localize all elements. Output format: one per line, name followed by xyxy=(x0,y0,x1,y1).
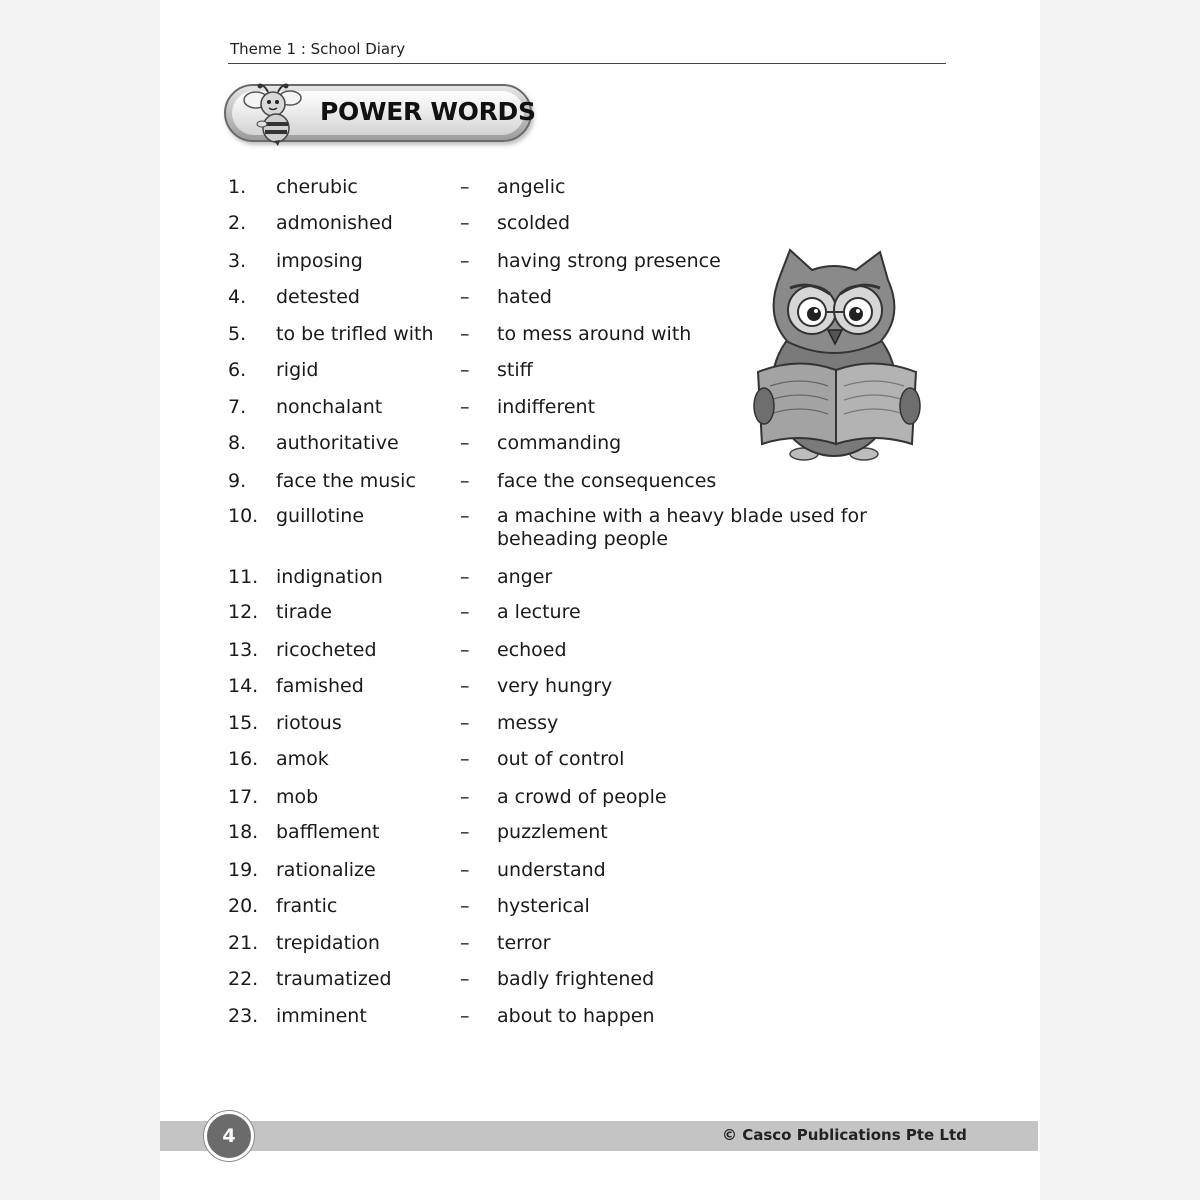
word-term: admonished xyxy=(276,212,393,234)
word-term: imminent xyxy=(276,1005,367,1027)
word-meaning: face the consequences xyxy=(497,470,717,492)
copyright-notice: © Casco Publications Pte Ltd xyxy=(722,1126,967,1144)
word-term: traumatized xyxy=(276,968,392,990)
word-meaning: a crowd of people xyxy=(497,786,667,808)
word-term: face the music xyxy=(276,470,416,492)
word-separator: – xyxy=(460,212,470,234)
word-number: 4. xyxy=(228,286,247,308)
word-term: indignation xyxy=(276,566,383,588)
word-meaning: understand xyxy=(497,859,606,881)
word-number: 14. xyxy=(228,675,259,697)
word-term: authoritative xyxy=(276,432,399,454)
word-term: trepidation xyxy=(276,932,380,954)
word-number: 16. xyxy=(228,748,259,770)
word-separator: – xyxy=(460,1005,470,1027)
word-number: 23. xyxy=(228,1005,259,1027)
word-meaning: stiff xyxy=(497,359,533,381)
word-meaning: a lecture xyxy=(497,601,581,623)
word-number: 3. xyxy=(228,250,247,272)
word-meaning: out of control xyxy=(497,748,625,770)
running-head: Theme 1 : School Diary xyxy=(230,40,406,58)
word-separator: – xyxy=(460,786,470,808)
word-number: 22. xyxy=(228,968,259,990)
word-term: tirade xyxy=(276,601,332,623)
word-meaning: having strong presence xyxy=(497,250,721,272)
word-term: detested xyxy=(276,286,360,308)
word-separator: – xyxy=(460,968,470,990)
word-term: rationalize xyxy=(276,859,376,881)
word-separator: – xyxy=(460,323,470,345)
word-number: 9. xyxy=(228,470,247,492)
word-separator: – xyxy=(460,176,470,198)
word-term: famished xyxy=(276,675,364,697)
banner-title: POWER WORDS xyxy=(320,97,536,126)
word-separator: – xyxy=(460,286,470,308)
word-separator: – xyxy=(460,601,470,623)
word-number: 12. xyxy=(228,601,259,623)
header-rule xyxy=(228,63,946,64)
word-separator: – xyxy=(460,748,470,770)
word-separator: – xyxy=(460,895,470,917)
word-separator: – xyxy=(460,932,470,954)
word-separator: – xyxy=(460,250,470,272)
word-separator: – xyxy=(460,359,470,381)
word-term: guillotine xyxy=(276,505,365,527)
word-meaning: hysterical xyxy=(497,895,590,917)
word-meaning: anger xyxy=(497,566,553,588)
word-meaning: indifferent xyxy=(497,396,596,418)
word-term: amok xyxy=(276,748,329,770)
word-number: 13. xyxy=(228,639,259,661)
word-number: 11. xyxy=(228,566,259,588)
word-number: 20. xyxy=(228,895,259,917)
word-meaning: commanding xyxy=(497,432,622,454)
word-term: bafflement xyxy=(276,821,380,843)
word-term: imposing xyxy=(276,250,363,272)
word-term: ricocheted xyxy=(276,639,377,661)
word-meaning: very hungry xyxy=(497,675,613,697)
word-term: to be trifled with xyxy=(276,323,434,345)
word-number: 15. xyxy=(228,712,259,734)
word-number: 2. xyxy=(228,212,247,234)
word-term: nonchalant xyxy=(276,396,383,418)
word-separator: – xyxy=(460,396,470,418)
word-separator: – xyxy=(460,859,470,881)
word-separator: – xyxy=(460,566,470,588)
word-meaning: hated xyxy=(497,286,552,308)
word-meaning: puzzlement xyxy=(497,821,608,843)
word-number: 5. xyxy=(228,323,247,345)
page-number: 4 xyxy=(204,1111,254,1161)
word-meaning: a machine with a heavy blade used for beheading people xyxy=(497,505,867,550)
word-separator: – xyxy=(460,639,470,661)
word-number: 19. xyxy=(228,859,259,881)
word-term: frantic xyxy=(276,895,338,917)
word-term: cherubic xyxy=(276,176,358,198)
word-term: rigid xyxy=(276,359,319,381)
word-separator: – xyxy=(460,470,470,492)
word-number: 8. xyxy=(228,432,247,454)
word-separator: – xyxy=(460,505,470,527)
word-separator: – xyxy=(460,821,470,843)
word-meaning: scolded xyxy=(497,212,571,234)
word-number: 17. xyxy=(228,786,259,808)
word-meaning: badly frightened xyxy=(497,968,655,990)
word-meaning: angelic xyxy=(497,176,566,198)
word-number: 1. xyxy=(228,176,247,198)
word-separator: – xyxy=(460,675,470,697)
word-meaning: echoed xyxy=(497,639,567,661)
word-meaning: to mess around with xyxy=(497,323,692,345)
word-number: 7. xyxy=(228,396,247,418)
word-number: 18. xyxy=(228,821,259,843)
word-term: riotous xyxy=(276,712,342,734)
owl-reading-book-icon xyxy=(752,246,922,466)
word-separator: – xyxy=(460,432,470,454)
word-meaning: terror xyxy=(497,932,551,954)
word-separator: – xyxy=(460,712,470,734)
word-meaning: about to happen xyxy=(497,1005,655,1027)
word-number: 21. xyxy=(228,932,259,954)
word-number: 6. xyxy=(228,359,247,381)
word-meaning: messy xyxy=(497,712,559,734)
bee-mascot-icon xyxy=(234,80,314,150)
word-term: mob xyxy=(276,786,319,808)
word-number: 10. xyxy=(228,505,259,527)
